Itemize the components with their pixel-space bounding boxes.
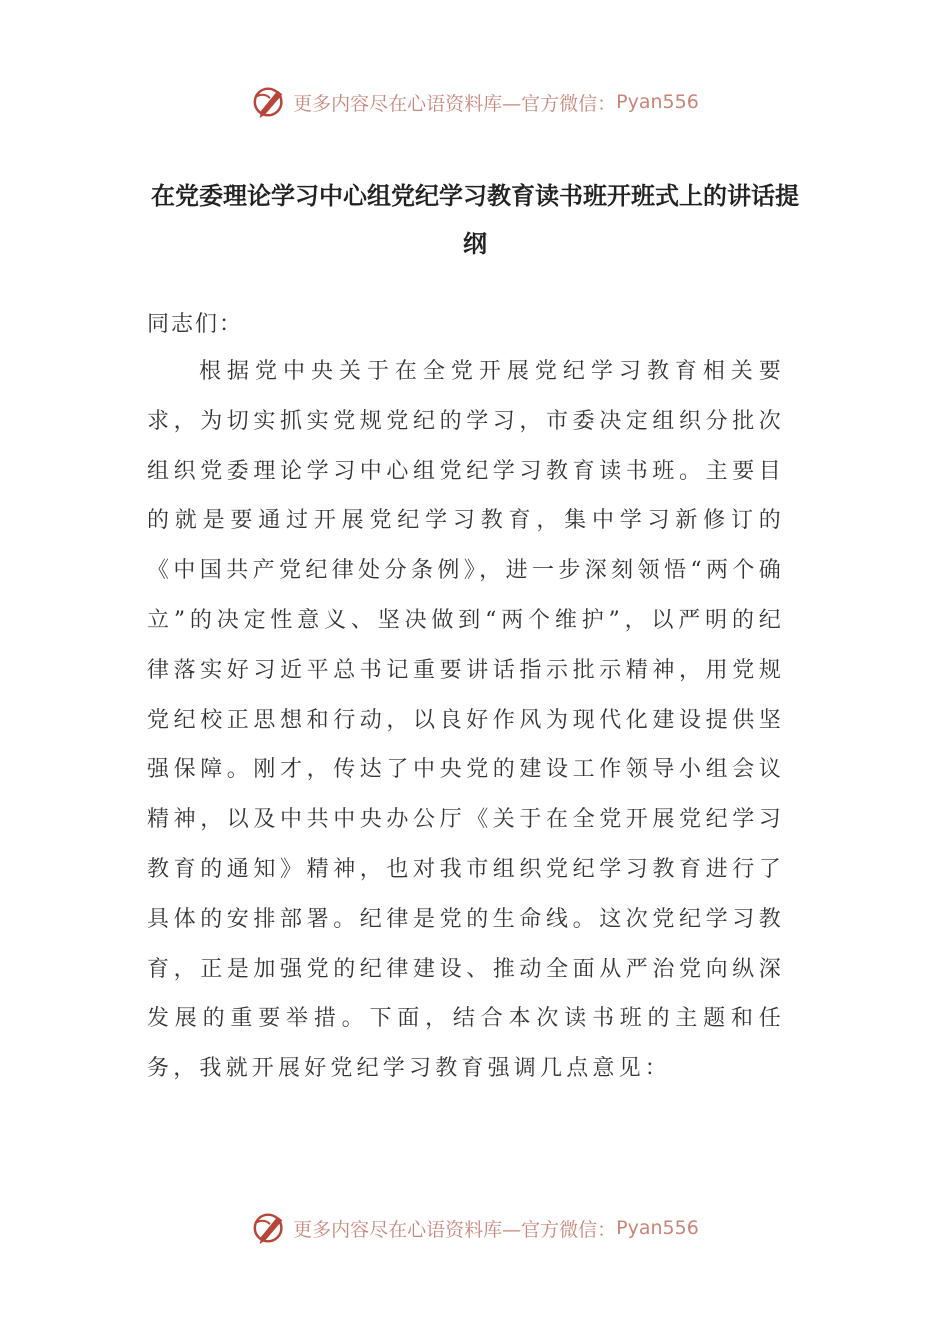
fountain-pen-logo-icon xyxy=(251,83,289,121)
body-paragraph: 根据党中央关于在全党开展党纪学习教育相关要求，为切实抓实党规党纪的学习，市委决定组织分批次组织党委理论学习中心组党纪学习教育读书班。主要目的就是要通过开展党纪学习教育，集中学习新修订的《中国共产党纪律处分条例》，进一步深刻领悟“两个确立”的决定性意义、坚决做到“两个维护”，以严明的纪律落实好习近平总书记重要讲话指示批示精神，用党规党纪校正思想和行动，以良好作风为现代化建设提供坚强保障。刚才，传达了中央党的建设工作领导小组会议精神，以及中共中央办公厅《关于在全党开展党纪学习教育的通知》精神，也对我市组织党纪学习教育进行了具体的安排部署。纪律是党的生命线。这次党纪学习教育，正是加强党的纪律建设、推动全面从严治党向纵深发展的重要举措。下面，结合本次读书班的主题和任务，我就开展好党纪学习教育强调几点意见： xyxy=(147,359,785,1082)
wechat-id: Pyan556 xyxy=(616,91,699,113)
wechat-id: Pyan556 xyxy=(616,1217,699,1239)
document-title: 在党委理论学习中心组党纪学习教育读书班开班式上的讲话提纲 xyxy=(151,182,799,258)
fountain-pen-logo-icon xyxy=(251,1209,289,1247)
header-banner xyxy=(0,80,950,124)
banner-text: 更多内容尽在心语资料库—官方微信： xyxy=(293,92,617,115)
greeting: 同志们： xyxy=(147,312,244,337)
banner-text: 更多内容尽在心语资料库—官方微信： xyxy=(293,1218,617,1241)
footer-banner xyxy=(0,1206,950,1250)
